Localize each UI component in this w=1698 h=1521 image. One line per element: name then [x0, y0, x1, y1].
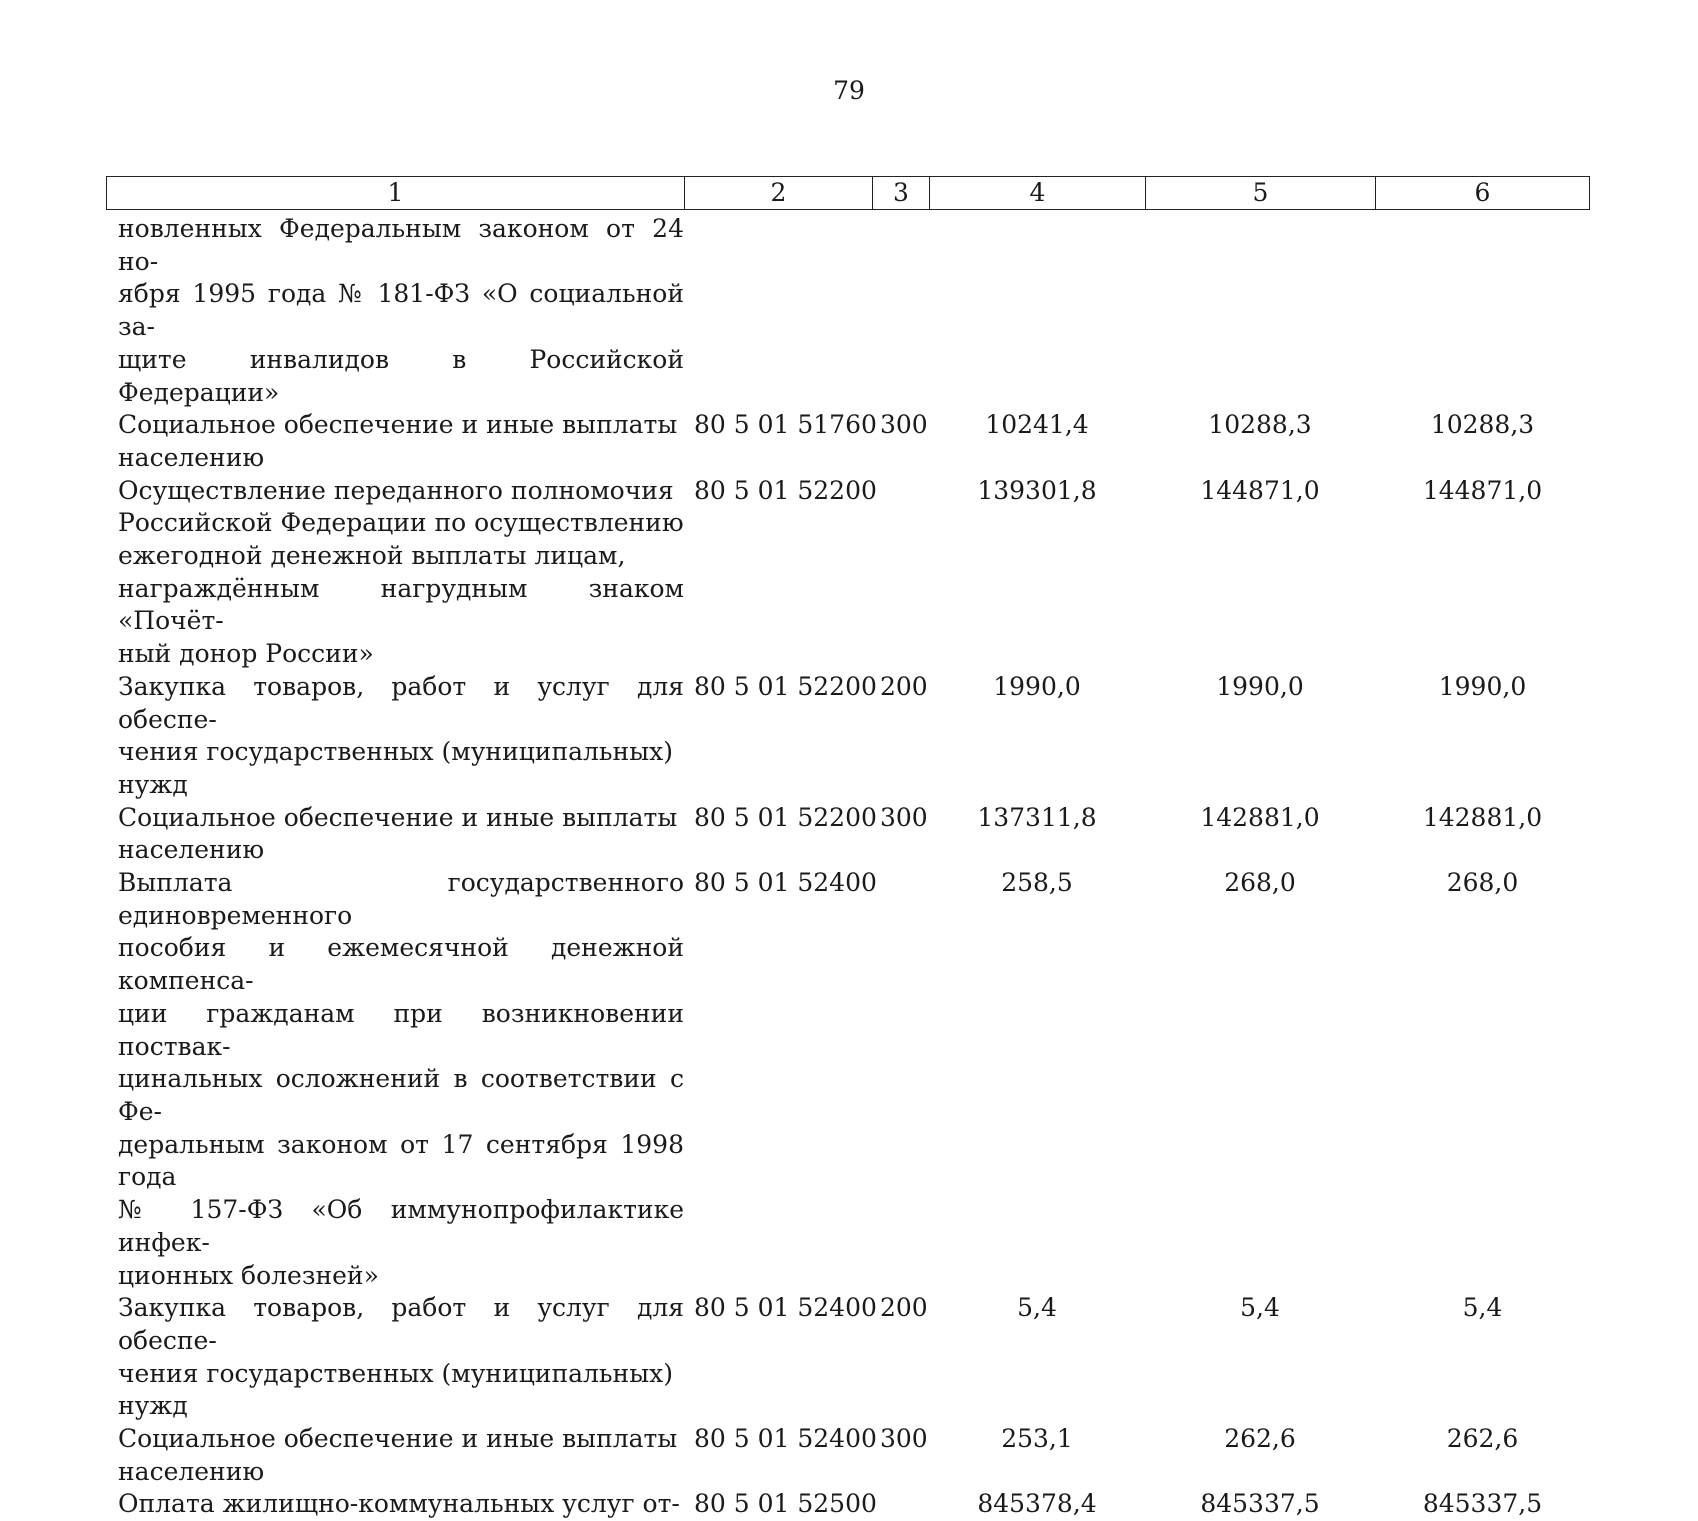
description-line: нужд — [118, 1391, 188, 1421]
description-line: ежегодной денежной выплаты лицам, — [118, 541, 626, 571]
row-value-col-6: 262,6 — [1446, 1424, 1519, 1454]
row-code: 80 5 01 52200 — [694, 671, 877, 701]
page-number: 79 — [833, 76, 865, 105]
header-col-1: 1 — [107, 177, 685, 209]
description-line: ный донор России» — [118, 639, 374, 669]
header-col-5: 5 — [1146, 177, 1376, 209]
description-line: нужд — [118, 769, 188, 799]
description-line: Российской Федерации по осуществлению — [118, 508, 684, 538]
row-code: 80 5 01 52400 — [694, 868, 877, 898]
row-code: 80 5 01 52400 — [694, 1293, 877, 1323]
description-line: цинальных осложнений в соответствии с Фе- — [118, 1064, 684, 1126]
description-line: Закупка товаров, работ и услуг для обеспе- — [118, 1293, 684, 1355]
table-row — [106, 475, 1590, 671]
row-expense-type: 300 — [880, 410, 928, 440]
header-col-2: 2 — [685, 177, 873, 209]
row-value-col-4: 1990,0 — [993, 671, 1081, 701]
row-expense-type: 200 — [880, 671, 928, 701]
row-value-col-5: 10288,3 — [1208, 410, 1312, 440]
description-line: Выплата государственного единовременного — [118, 868, 684, 930]
row-code: 80 5 01 52500 — [694, 1489, 877, 1519]
description-line: чения государственных (муниципальных) — [118, 737, 673, 767]
row-description — [106, 475, 684, 671]
description-line: Социальное обеспечение и иные выплаты — [118, 802, 678, 832]
row-code: 80 5 01 51760 — [694, 410, 877, 440]
row-value-col-5: 268,0 — [1224, 868, 1296, 898]
row-description — [106, 671, 684, 802]
row-value-col-6: 268,0 — [1446, 868, 1519, 898]
table-row — [106, 1423, 1590, 1488]
description-line: Оплата жилищно-коммунальных услуг от- — [118, 1489, 680, 1519]
row-value-col-4: 253,1 — [1001, 1424, 1073, 1454]
row-description — [106, 213, 684, 409]
row-value-col-6: 142881,0 — [1422, 802, 1543, 832]
row-description — [106, 1488, 684, 1521]
row-value-col-4: 5,4 — [1017, 1293, 1057, 1323]
row-value-col-6: 1990,0 — [1438, 671, 1527, 701]
row-expense-type: 300 — [880, 1424, 928, 1454]
description-line: деральным законом от 17 сентября 1998 года — [118, 1129, 684, 1192]
table-body — [106, 213, 1590, 1521]
row-expense-type: 300 — [880, 802, 928, 832]
description-line: Закупка товаров, работ и услуг для обеспе- — [118, 671, 684, 734]
description-line: ября 1995 года № 181-ФЗ «О социальной за- — [118, 279, 684, 342]
row-value-col-4: 139301,8 — [977, 475, 1097, 505]
description-line: новленных Федеральным законом от 24 но- — [118, 214, 684, 276]
description-line: пособия и ежемесячной денежной компенса- — [118, 933, 684, 996]
row-value-col-5: 262,6 — [1224, 1424, 1296, 1454]
row-value-col-5: 845337,5 — [1200, 1489, 1320, 1519]
description-line: населению — [118, 442, 265, 472]
header-col-3: 3 — [873, 177, 930, 209]
table-row — [106, 867, 1590, 1292]
row-value-col-6: 10288,3 — [1430, 410, 1535, 440]
description-line: населению — [118, 835, 265, 865]
row-description — [106, 1423, 684, 1488]
description-line: чения государственных (муниципальных) — [118, 1358, 673, 1388]
row-description — [106, 409, 684, 474]
description-line: № 157-ФЗ «Об иммунопрофилактике инфек- — [118, 1195, 684, 1257]
description-line: Социальное обеспечение и иные выплаты — [118, 1424, 678, 1454]
row-value-col-4: 258,5 — [1001, 868, 1073, 898]
table-row — [106, 1292, 1590, 1423]
table-row — [106, 671, 1590, 802]
table-header — [106, 176, 1590, 210]
row-value-col-6: 5,4 — [1462, 1293, 1503, 1323]
row-description — [106, 1292, 684, 1423]
row-code: 80 5 01 52400 — [694, 1424, 877, 1454]
row-value-col-4: 137311,8 — [977, 802, 1097, 832]
row-value-col-5: 1990,0 — [1216, 671, 1304, 701]
description-line: населению — [118, 1456, 265, 1486]
row-value-col-6: 144871,0 — [1422, 475, 1543, 505]
description-line: Осуществление переданного полномочия — [118, 475, 674, 505]
row-code: 80 5 01 52200 — [694, 802, 877, 832]
table-row — [106, 802, 1590, 867]
description-line: награждённым нагрудным знаком «Почёт- — [118, 573, 684, 636]
row-value-col-5: 142881,0 — [1200, 802, 1320, 832]
table-row — [106, 1488, 1590, 1521]
description-line: ции гражданам при возникновении поствак- — [118, 998, 684, 1061]
row-expense-type: 200 — [880, 1293, 928, 1323]
row-value-col-6: 845337,5 — [1422, 1489, 1543, 1519]
description-line: щите инвалидов в Российской Федерации» — [118, 344, 684, 407]
row-value-col-5: 144871,0 — [1200, 475, 1320, 505]
description-line: ционных болезней» — [118, 1260, 379, 1290]
description-line: Социальное обеспечение и иные выплаты — [118, 410, 678, 440]
row-description — [106, 867, 684, 1292]
table-row — [106, 409, 1590, 474]
header-col-6: 6 — [1474, 178, 1491, 207]
row-value-col-4: 10241,4 — [985, 410, 1089, 440]
row-value-col-4: 845378,4 — [977, 1489, 1097, 1519]
row-description — [106, 802, 684, 867]
header-col-4: 4 — [930, 177, 1146, 209]
row-code: 80 5 01 52200 — [694, 475, 877, 505]
table-row — [106, 213, 1590, 409]
row-value-col-5: 5,4 — [1240, 1293, 1280, 1323]
